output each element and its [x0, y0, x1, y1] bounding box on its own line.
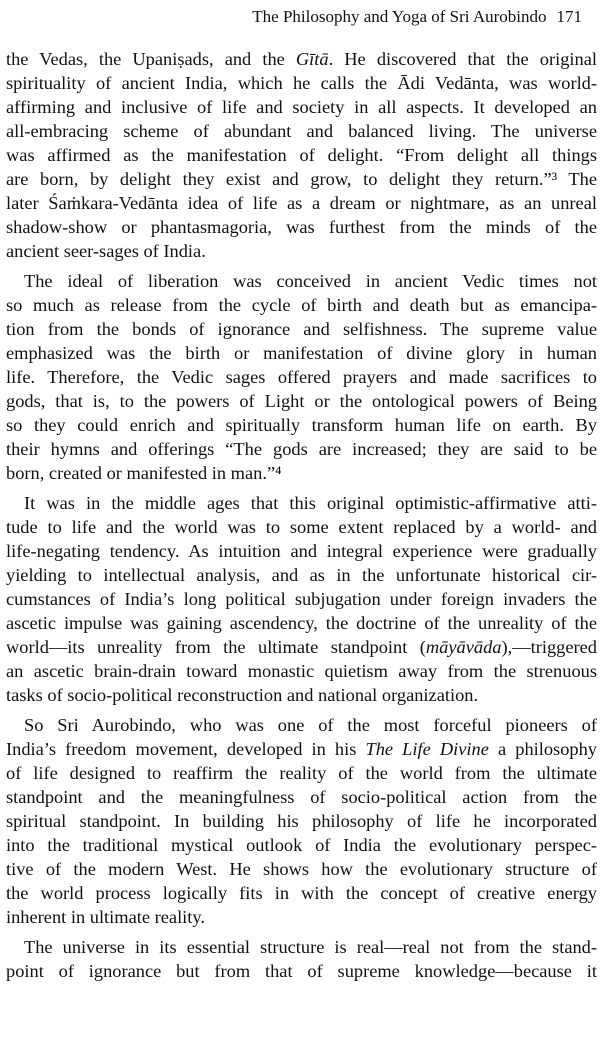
text-line: so they could enrich and spiritually transform human life on earth. By — [6, 415, 597, 435]
text-line: later Śaṁkara-Vedānta idea of life as a dream or nightmare, as an unreal — [6, 193, 597, 213]
text-line: life. Therefore, the Vedic sages offered prayers and made sacrifices to — [6, 367, 597, 387]
text-line: spirituality of ancient India, which he calls the Ādi Vedānta, was world- — [6, 73, 597, 93]
text-line: emphasized was the birth or manifestation of divine glory in human — [6, 343, 597, 363]
running-header-title: The Philosophy and Yoga of Sri Aurobindo — [252, 7, 547, 26]
text-line: are born, by delight they exist and grow, to delight they return.”³ The — [6, 169, 597, 189]
text-line: gods, that is, to the powers of Light or the ontological powers of Being — [6, 391, 597, 411]
text-line: cumstances of India’s long political subjugation under foreign invaders the — [6, 589, 597, 609]
text-line: standpoint and the meaningfulness of socio-political action from the — [6, 787, 597, 807]
text-line: point of ignorance but from that of supreme knowledge—because it — [6, 961, 597, 981]
text-line: so much as release from the cycle of birth and death but as emancipa- — [6, 295, 597, 315]
paragraph — [6, 47, 597, 263]
text-line: affirming and inclusive of life and society in all aspects. It developed an — [6, 97, 597, 117]
text-line: tasks of socio-political reconstruction and national organization. — [6, 685, 479, 705]
paragraph — [6, 935, 597, 983]
body-text — [6, 47, 597, 983]
text-line: ascetic impulse was gaining ascendency, the doctrine of the unreality of the — [6, 613, 597, 633]
paragraph — [6, 269, 597, 485]
text-line: world—its unreality from the ultimate standpoint (māyāvāda),—triggered — [6, 637, 597, 657]
text-line: The ideal of liberation was conceived in ancient Vedic times not — [24, 271, 597, 291]
text-line: of life designed to reaffirm the reality of the world from the ultimate — [6, 763, 597, 783]
text-line: their hymns and offerings “The gods are increased; they are said to be — [6, 439, 597, 459]
text-line: The universe in its essential structure is real—real not from the stand- — [24, 937, 597, 957]
text-line: all-embracing scheme of abundant and balanced living. The universe — [6, 121, 597, 141]
text-line: the world process logically fits in with the concept of creative energy — [6, 883, 597, 903]
text-line: India’s freedom movement, developed in his The Life Divine a philosophy — [6, 739, 597, 759]
running-header — [252, 6, 582, 28]
text-line: tive of the modern West. He shows how the evolutionary structure of — [6, 859, 597, 879]
text-line: life-negating tendency. As intuition and integral experience were gradually — [6, 541, 597, 561]
text-line: shadow-show or phantasmagoria, was furthest from the minds of the — [6, 217, 597, 237]
text-line: inherent in ultimate reality. — [6, 907, 205, 927]
text-line: It was in the middle ages that this original optimistic-affirmative atti- — [24, 493, 597, 513]
text-line: an ascetic brain-drain toward monastic quietism away from the strenuous — [6, 661, 597, 681]
text-line: tion from the bonds of ignorance and selfishness. The supreme value — [6, 319, 597, 339]
text-line: spiritual standpoint. In building his philosophy of life he incorporated — [6, 811, 597, 831]
text-line: tude to life and the world was to some extent replaced by a world- and — [6, 517, 597, 537]
text-line: into the traditional mystical outlook of India the evolutionary perspec- — [6, 835, 597, 855]
text-line: ancient seer-sages of India. — [6, 241, 206, 261]
text-line: was affirmed as the manifestation of delight. “From delight all things — [6, 145, 597, 165]
paragraph — [6, 713, 597, 929]
text-line: born, created or manifested in man.”⁴ — [6, 463, 282, 483]
text-line: yielding to intellectual analysis, and as in the unfortunate historical cir- — [6, 565, 597, 585]
text-line: So Sri Aurobindo, who was one of the most forceful pioneers of — [24, 715, 597, 735]
text-line: the Vedas, the Upaniṣads, and the Gītā. He discovered that the original — [6, 49, 597, 69]
paragraph — [6, 491, 597, 707]
page-number: 171 — [556, 7, 582, 26]
